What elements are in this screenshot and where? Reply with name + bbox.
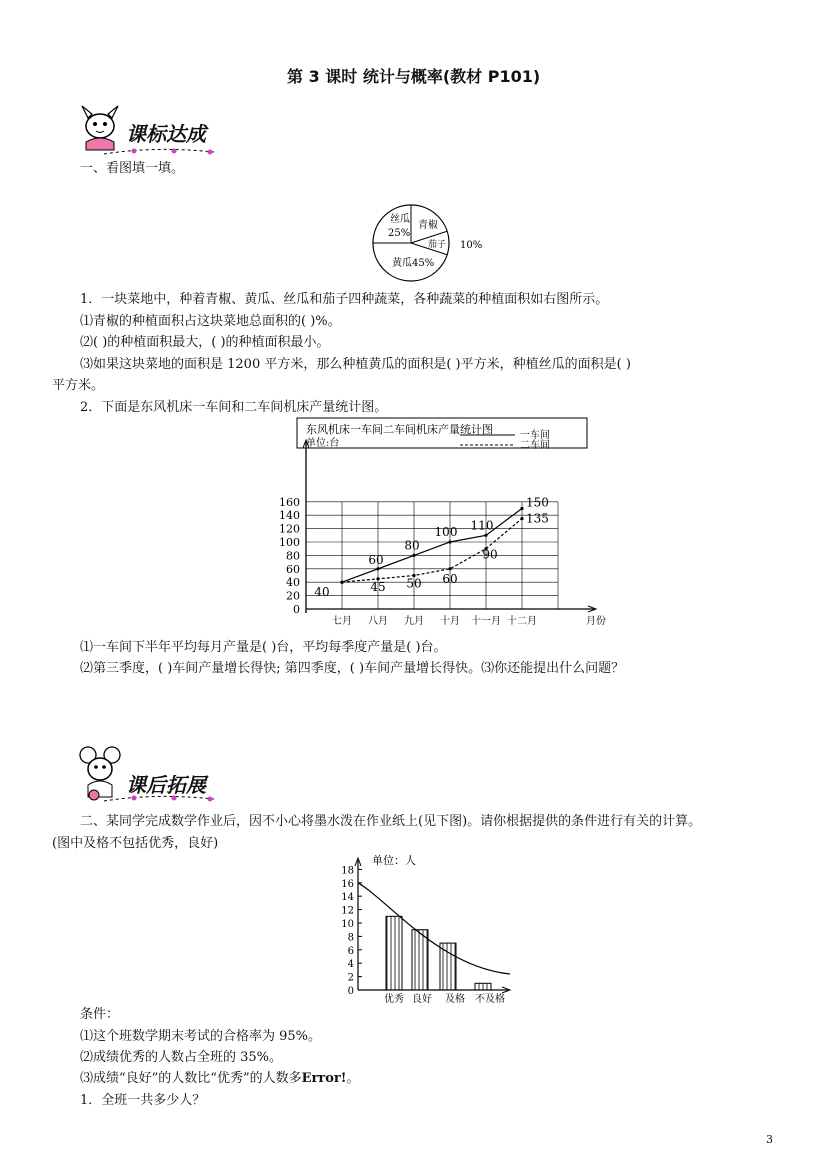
chart-title: 东风机床一车间二车间机床产量统计图 — [306, 423, 493, 436]
pie-label: 青椒 — [418, 220, 438, 231]
data-point — [340, 581, 343, 584]
data-label: 100 — [434, 525, 458, 539]
legend-series-2: 二车间 — [520, 440, 550, 451]
question-text: ⑵( )的种植面积最大，( )的种植面积最小。 — [80, 335, 330, 350]
x-tick-label: 十月 — [440, 616, 460, 627]
data-label: 60 — [442, 571, 458, 586]
line-chart — [270, 418, 606, 633]
section-banner-1 — [74, 96, 224, 156]
x-tick-label: 八月 — [368, 616, 388, 627]
y-tick-label: 120 — [279, 522, 300, 536]
x-tick-label: 十一月 — [471, 616, 501, 627]
y-tick-label: 12 — [341, 905, 354, 917]
section-banner-label: 课后拓展 — [126, 773, 206, 797]
condition-text — [80, 1071, 359, 1087]
pie-label: 丝瓜 — [390, 214, 410, 225]
condition-text: ⑵成绩优秀的人数占全班的 35%。 — [80, 1050, 283, 1065]
series-line-1 — [342, 509, 522, 583]
data-point — [376, 567, 379, 570]
page-title: 第 3 课时 统计与概率(教材 P101) — [287, 67, 541, 86]
data-point — [448, 540, 451, 543]
section-heading: 一、看图填一填。 — [80, 161, 185, 176]
question-text: 2．下面是东风机床一车间和二车间机床产量统计图。 — [80, 400, 388, 415]
y-tick-label: 10 — [341, 919, 354, 930]
y-tick-label: 16 — [341, 878, 354, 890]
y-tick-label: 8 — [347, 932, 354, 944]
y-tick-label: 60 — [286, 562, 300, 576]
pie-label: 黄瓜45% — [392, 258, 435, 269]
conditions-label: 条件： — [80, 1007, 120, 1022]
x-tick-label: 及格 — [445, 994, 465, 1005]
section-banner-2 — [74, 745, 224, 803]
x-tick-label: 十二月 — [507, 616, 537, 627]
data-label: 135 — [526, 511, 549, 526]
data-point — [484, 534, 487, 537]
pie-value: 25% — [388, 228, 411, 239]
y-tick-label: 140 — [279, 509, 300, 523]
x-tick-label: 优秀 — [384, 994, 404, 1005]
y-tick-label: 20 — [286, 589, 300, 603]
ink-curve — [358, 883, 510, 974]
chart-unit: 单位：人 — [372, 854, 416, 867]
question-text: 1．全班一共多少人？ — [80, 1093, 206, 1108]
data-label: 110 — [470, 518, 494, 533]
y-tick-label: 160 — [279, 495, 300, 509]
data-label: 40 — [314, 585, 330, 600]
y-tick-label: 2 — [347, 972, 354, 984]
y-tick-label: 80 — [286, 549, 300, 563]
y-tick-label: 18 — [341, 865, 354, 877]
data-label: 80 — [404, 538, 420, 553]
y-tick-label: 6 — [347, 945, 354, 957]
data-point — [520, 517, 523, 520]
x-tick-label: 七月 — [332, 616, 352, 627]
bar-chart — [330, 852, 530, 1004]
pie-label: 茄子 — [428, 240, 447, 250]
question-text: ⑵第三季度，( )车间产量增长得快; 第四季度，( )车间产量增长得快。⑶你还能提出什么问题？ — [80, 661, 625, 676]
question-text: 1．一块菜地中，种着青椒、黄瓜、丝瓜和茄子四种蔬菜，各种蔬菜的种植面积如右图所示。 — [80, 292, 609, 307]
data-label: 150 — [526, 495, 549, 510]
condition-prefix: ⑶成绩“良好”的人数比“优秀”的人数多 — [80, 1071, 302, 1086]
data-label: 90 — [482, 547, 498, 562]
question-text: ⑴青椒的种植面积占这块菜地总面积的( )%。 — [80, 314, 341, 329]
y-tick-label: 40 — [286, 576, 300, 590]
data-point — [520, 507, 523, 510]
y-tick-label: 0 — [347, 986, 354, 997]
data-point — [412, 554, 415, 557]
x-tick-label: 不及格 — [475, 994, 505, 1005]
data-label: 50 — [406, 576, 422, 591]
question-text: ⑴一车间下半年平均每月产量是( )台，平均每季度产量是( )台。 — [80, 640, 447, 655]
data-point — [448, 567, 451, 570]
bar — [386, 916, 402, 990]
x-tick-label: 九月 — [404, 616, 424, 627]
pie-value: 10% — [460, 240, 483, 251]
question-text: 二、某同学完成数学作业后，因不小心将墨水泼在作业纸上(见下图)。请你根据提供的条件进行有关的计算。 — [80, 814, 702, 829]
bar — [440, 943, 456, 990]
condition-suffix: 。 — [346, 1071, 360, 1086]
bar — [412, 930, 428, 990]
question-text: (图中及格不包括优秀，良好) — [52, 836, 219, 851]
y-tick-label: 100 — [279, 536, 300, 549]
legend-series-1: 一车间 — [520, 430, 550, 441]
y-tick-label: 4 — [347, 959, 354, 971]
data-label: 45 — [370, 579, 386, 594]
x-axis-label: 月份 — [586, 616, 606, 627]
pie-chart — [370, 200, 490, 288]
question-text: 平方米。 — [52, 378, 105, 393]
y-tick-label: 14 — [341, 892, 354, 904]
error-text: Error! — [301, 1071, 347, 1086]
x-tick-label: 良好 — [412, 994, 432, 1005]
chart-unit: 单位:台 — [306, 438, 340, 449]
bar — [475, 983, 491, 990]
data-label: 60 — [368, 552, 384, 567]
section-banner-label: 课标达成 — [126, 122, 206, 146]
y-tick-label: 0 — [293, 603, 300, 616]
page-number: 3 — [766, 1133, 773, 1146]
condition-text: ⑴这个班数学期末考试的合格率为 95%。 — [80, 1029, 322, 1044]
question-text: ⑶如果这块菜地的面积是 1200 平方米，那么种植黄瓜的面积是( )平方米，种植丝瓜的面积是( ) — [80, 357, 631, 372]
